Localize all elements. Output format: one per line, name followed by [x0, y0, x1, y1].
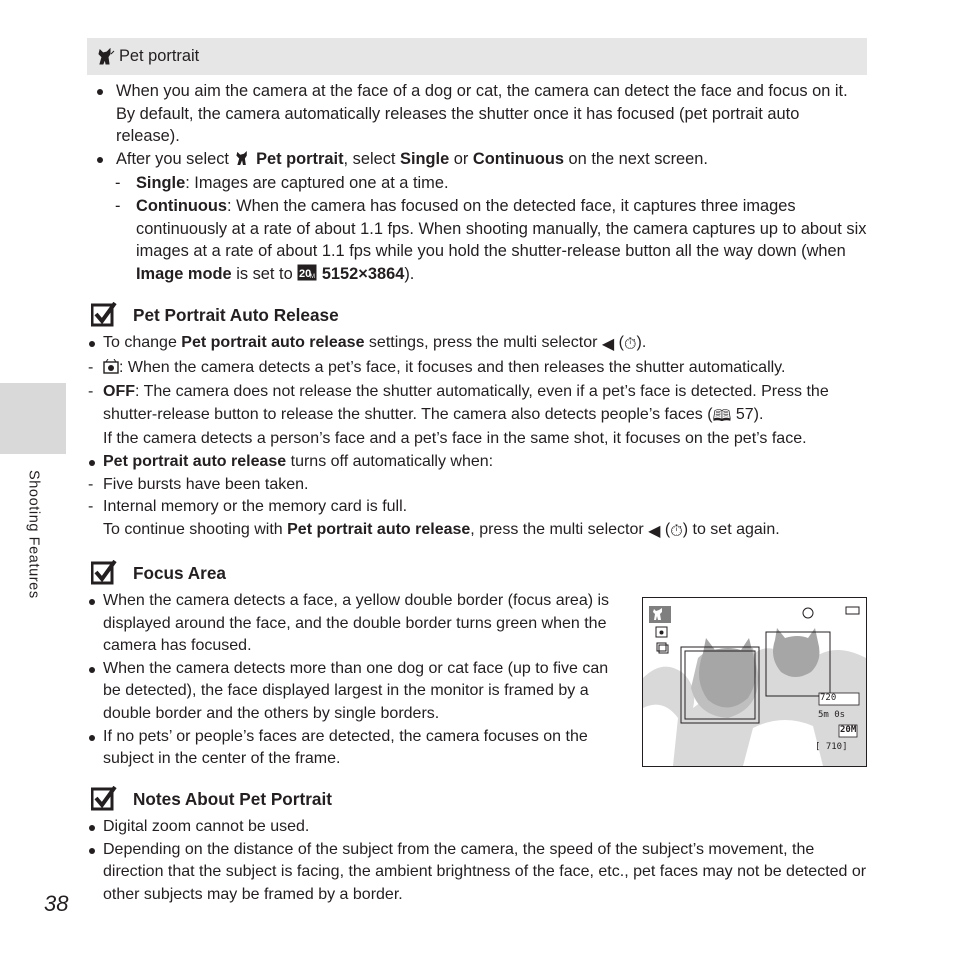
image-size-20m-icon [297, 264, 317, 288]
left-arrow-icon: ◀ [648, 522, 661, 540]
list-item: - OFF: The camera does not release the shutter automatically, even if a pet’s face is detected. Press the shutter-release button to release the shutter. The camera also detects people’s faces (🕮 57). If the camera detects a person’s face and a pet’s face in the same shot, it focuses on the pet’s face. [87, 381, 872, 451]
book-ref-icon: 🕮 [712, 407, 732, 425]
intro-section [87, 80, 867, 287]
list-item: To change Pet portrait auto release settings, press the multi selector ◀ (⏱). [87, 332, 872, 357]
focus-area-section [91, 560, 591, 586]
list-item: When you aim the camera at the face of a dog or cat, the camera can detect the face and focus on it. By default, the camera automatically releases the shutter once it has focused (pet portrait auto release). [87, 80, 867, 148]
list-item: If no pets’ or people’s faces are detected, the camera focuses on the subject in the center of the frame. [87, 726, 617, 771]
list-item: Pet portrait auto release turns off automatically when: [87, 451, 872, 474]
list-item: When the camera detects a face, a yellow double border (focus area) is displayed around the face, and the double border turns green when the camera has focused. [87, 590, 617, 658]
checkmark-icon [91, 302, 117, 328]
note-heading: Notes About Pet Portrait [91, 786, 871, 812]
note-heading: Focus Area [91, 560, 591, 586]
self-timer-icon: ⏱ [624, 336, 637, 353]
checkmark-icon [91, 560, 117, 586]
chapter-label: Shooting Features [25, 470, 42, 599]
pet-portrait-icon [234, 150, 252, 173]
list-item: To continue shooting with Pet portrait auto release, press the multi selector ◀ (⏱) to set again. [87, 519, 872, 544]
page-number: 38 [44, 891, 69, 916]
svg-text:20: 20 [299, 267, 312, 280]
section-title: Pet portrait [119, 47, 200, 66]
chapter-tab [0, 383, 66, 454]
notes-section [91, 786, 871, 812]
time-remaining: 5m 0s [818, 710, 846, 720]
list-item: - Internal memory or the memory card is full. [87, 496, 872, 519]
checkmark-icon [91, 786, 117, 812]
list-item: - Continuous: When the camera has focused on the detected face, it captures three images continuously at a rate of about 1.1 fps. When shooting manually, the camera captures up to about six images at a rate of about 1.1 fps while you hold the shutter-release button all the way down (when Image mode is set to 20 M 5152×3864). [87, 195, 867, 287]
list-item: Depending on the distance of the subject from the camera, the speed of the subject’s movement, the direction that the subject is facing, the ambient brightness of the face, etc., pet faces may not be detected or other subjects may be framed by a border. [87, 839, 867, 907]
focus-area-body [87, 590, 617, 771]
svg-text:M: M [310, 273, 316, 280]
movie-size-indicator: 720 [820, 693, 837, 703]
image-size-indicator: 20M [840, 725, 857, 735]
list-item: - Five bursts have been taken. [87, 474, 872, 497]
note-heading: Pet Portrait Auto Release [91, 302, 871, 328]
pet-portrait-icon [97, 48, 115, 65]
auto-release-icon [103, 359, 119, 382]
list-item: After you select Pet portrait, select Single or Continuous on the next screen. [87, 148, 867, 173]
camera-monitor-illustration [642, 597, 867, 767]
list-item: When the camera detects more than one dog or cat face (up to five can be detected), the face displayed largest in the monitor is framed by a double border and the others by single borders. [87, 658, 617, 726]
shots-remaining: [ 710] [815, 742, 848, 752]
list-item: - : When the camera detects a pet’s face, it focuses and then releases the shutter automatically. [87, 357, 872, 382]
self-timer-icon: ⏱ [670, 522, 683, 540]
monitor-scene [643, 598, 866, 766]
left-arrow-icon: ◀ [601, 336, 615, 353]
notes-body [87, 816, 867, 906]
list-item: - Single: Images are captured one at a time. [87, 172, 867, 195]
auto-release-section [91, 302, 871, 328]
section-header [87, 38, 867, 75]
list-item: Digital zoom cannot be used. [87, 816, 867, 839]
auto-release-body [87, 332, 872, 543]
